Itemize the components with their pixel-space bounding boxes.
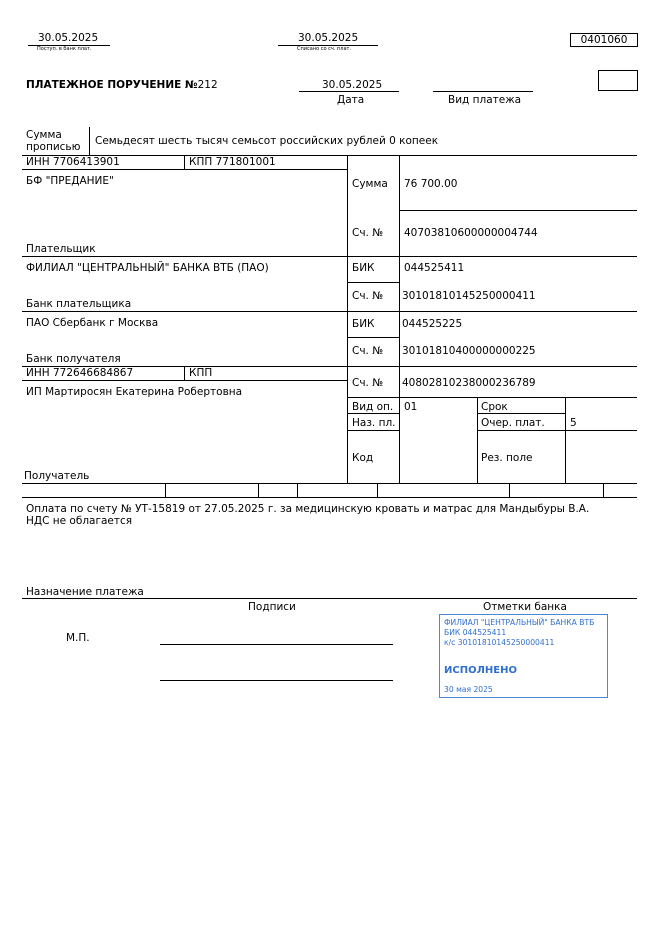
stamp-line-1: ФИЛИАЛ "ЦЕНТРАЛЬНЫЙ" БАНКА ВТБ [444, 618, 595, 627]
row-line-payee-inn [22, 380, 348, 381]
row-line-payer [22, 256, 637, 257]
codes-divider-1 [477, 397, 478, 483]
priority-value: 5 [570, 417, 577, 429]
order-date: 30.05.2025 [322, 79, 383, 91]
op-type-value: 01 [404, 401, 418, 413]
payment-type-box [598, 70, 638, 91]
bank-stamp [439, 614, 608, 698]
purpose-code-label: Наз. пл. [352, 417, 396, 429]
purpose-label: Назначение платежа [26, 586, 144, 598]
payee-account-value: 40802810238000236789 [402, 377, 536, 389]
payee-bank-account-value: 30101810400000000225 [402, 345, 536, 357]
payee-bank-name: ПАО Сбербанк г Москва [26, 317, 159, 329]
op-type-label: Вид оп. [352, 401, 394, 413]
row-line-bik1 [347, 282, 399, 283]
row-line-bottom [22, 483, 637, 484]
payer-bank-account-label: Сч. № [352, 290, 384, 302]
row-line-account [347, 397, 637, 398]
signature-line-2 [160, 680, 393, 681]
amount-words-divider [89, 127, 90, 155]
payee-account-label: Сч. № [352, 377, 384, 389]
page-title [26, 79, 218, 91]
payee-inn: ИНН 772646684867 [26, 367, 134, 379]
tax-divider-6 [603, 483, 604, 497]
payee-bank-label: Банк получателя [26, 353, 121, 365]
bank-marks-label: Отметки банка [483, 601, 567, 613]
tax-divider-1 [165, 483, 166, 497]
reserve-label: Рез. поле [481, 452, 533, 464]
sum-label: Сумма [352, 178, 388, 190]
received-date-label: Поступ. в банк плат. [37, 46, 92, 52]
payee-inn-kpp-divider [184, 366, 185, 380]
priority-label: Очер. плат. [481, 417, 545, 429]
amount-words-value: Семьдесят шесть тысяч семьсот российских рублей 0 копеек [95, 135, 439, 147]
tax-divider-3 [297, 483, 298, 497]
purpose-text: Оплата по счету № УТ-15819 от 27.05.2025 г. за медицинскую кровать и матрас для Мандыбуры В.А. НДС не облагается [26, 503, 590, 527]
row-line-payer-bank [22, 311, 637, 312]
stamp-status: ИСПОЛНЕНО [444, 665, 517, 676]
row-line-sum [399, 210, 637, 211]
payee-label: Получатель [24, 470, 90, 482]
row-line-term [477, 413, 565, 414]
payer-bik-value: 044525411 [404, 262, 465, 274]
sum-value: 76 700.00 [404, 178, 458, 190]
payer-bik-label: БИК [352, 262, 375, 274]
order-date-line [299, 91, 399, 92]
payee-bik-value: 044525225 [402, 318, 463, 330]
mp-label: М.П. [66, 632, 90, 644]
debited-date-label: Списано со сч. плат. [297, 46, 352, 52]
signatures-label: Подписи [248, 601, 296, 613]
payer-account-value: 40703810600000004744 [404, 227, 538, 239]
stamp-line-3: к/с 30101810145250000411 [444, 638, 555, 647]
payer-name: БФ "ПРЕДАНИЕ" [26, 175, 114, 187]
payee-kpp: КПП [189, 367, 213, 379]
title-label: ПЛАТЕЖНОЕ ПОРУЧЕНИЕ № [26, 79, 198, 91]
purpose-line [22, 598, 637, 599]
row-line-priority [477, 430, 637, 431]
form-code: 0401060 [580, 34, 628, 46]
payer-kpp: КПП 771801001 [189, 156, 276, 168]
payment-type-label: Вид платежа [448, 94, 522, 106]
payer-inn: ИНН 7706413901 [26, 156, 120, 168]
term-label: Срок [481, 401, 508, 413]
stamp-date: 30 мая 2025 [444, 685, 493, 694]
payee-bank-account-label: Сч. № [352, 345, 384, 357]
inn-kpp-divider [184, 155, 185, 169]
row-line-bik2 [347, 337, 399, 338]
tax-divider-4 [377, 483, 378, 497]
order-number: 212 [197, 79, 218, 91]
payee-bik-label: БИК [352, 318, 375, 330]
payer-label: Плательщик [26, 243, 96, 255]
order-date-label: Дата [337, 94, 365, 106]
payer-account-label: Сч. № [352, 227, 384, 239]
value-divider [399, 155, 400, 483]
amount-words-label: Сумма прописью [26, 129, 81, 153]
signature-line-1 [160, 644, 393, 645]
tax-divider-5 [509, 483, 510, 497]
row-line-op [347, 413, 399, 414]
form-code-box [570, 33, 638, 47]
payer-bank-label: Банк плательщика [26, 298, 132, 310]
center-divider [347, 155, 348, 483]
codes-divider-2 [565, 397, 566, 483]
row-line-tax [22, 497, 637, 498]
code-label: Код [352, 452, 374, 464]
tax-divider-2 [258, 483, 259, 497]
row-line-inn [22, 169, 348, 170]
stamp-line-2: БИК 044525411 [444, 628, 507, 637]
payee-name: ИП Мартиросян Екатерина Робертовна [26, 386, 243, 398]
debited-date: 30.05.2025 [298, 32, 359, 44]
payment-type-line [433, 91, 533, 92]
payer-bank-account-value: 30101810145250000411 [402, 290, 536, 302]
received-date: 30.05.2025 [38, 32, 99, 44]
payer-bank-name: ФИЛИАЛ "ЦЕНТРАЛЬНЫЙ" БАНКА ВТБ (ПАО) [26, 262, 269, 274]
row-line-purpose [347, 430, 399, 431]
